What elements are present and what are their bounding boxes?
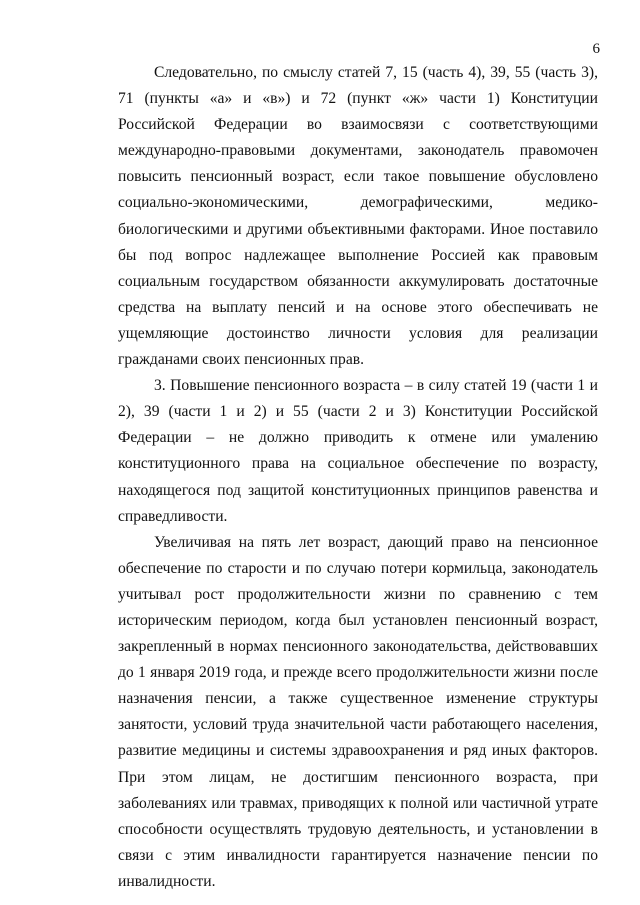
page-number: 6 (592, 41, 600, 57)
paragraph-point-3: 3. Повышение пенсионного возраста – в силу статей 19 (части 1 и 2), 39 (части 1 и 2) и 55 (части 2 и 3) Конституции Российской Федерации – не должно приводить к отмене или умалению конституционного права на социальное обеспечение по возрасту, находящегося под защитой конституционных принципов равенства и справедливости. (118, 377, 598, 525)
document-body (118, 60, 598, 895)
paragraph-five-years-increase: Увеличивая на пять лет возраст, дающий право на пенсионное обеспечение по старости и по случаю потери кормильца, законодатель учитывал рост продолжительности жизни по сравнению с тем историческим периодом, когда был установлен пенсионный возраст, закрепленный в нормах пенсионного законодательства, действовавших до 1 января 2019 года, и прежде всего продолжительности жизни после назначения пенсии, а также существенное изменение структуры занятости, условий труда значительной части работающего населения, развитие медицины и системы здравоохранения и ряд иных факторов. При этом лицам, не достигшим пенсионного возраста, при заболеваниях или травмах, приводящих к полной или частичной утрате способности осуществлять трудовую деятельность, и установлении в связи с этим инвалидности гарантируется назначение пенсии по инвалидности. (118, 533, 598, 890)
paragraph-pension-age-powers: Следовательно, по смыслу статей 7, 15 (часть 4), 39, 55 (часть 3), 71 (пункты «а» и «в») и 72 (пункт «ж» части 1) Конституции Российской Федерации во взаимосвязи с соответствующими международно-правовыми документами, законодатель правомочен повысить пенсионный возраст, если такое повышение обусловлено социально-экономическими, демографическими, медико-биологическими и другими объективными факторами. Иное поставило бы под вопрос надлежащее выполнение Россией как правовым социальным государством обязанности аккумулировать достаточные средства на выплату пенсий и на основе этого обеспечивать не ущемляющие достоинство личности условия для реализации гражданами своих пенсионных прав. (118, 64, 598, 369)
